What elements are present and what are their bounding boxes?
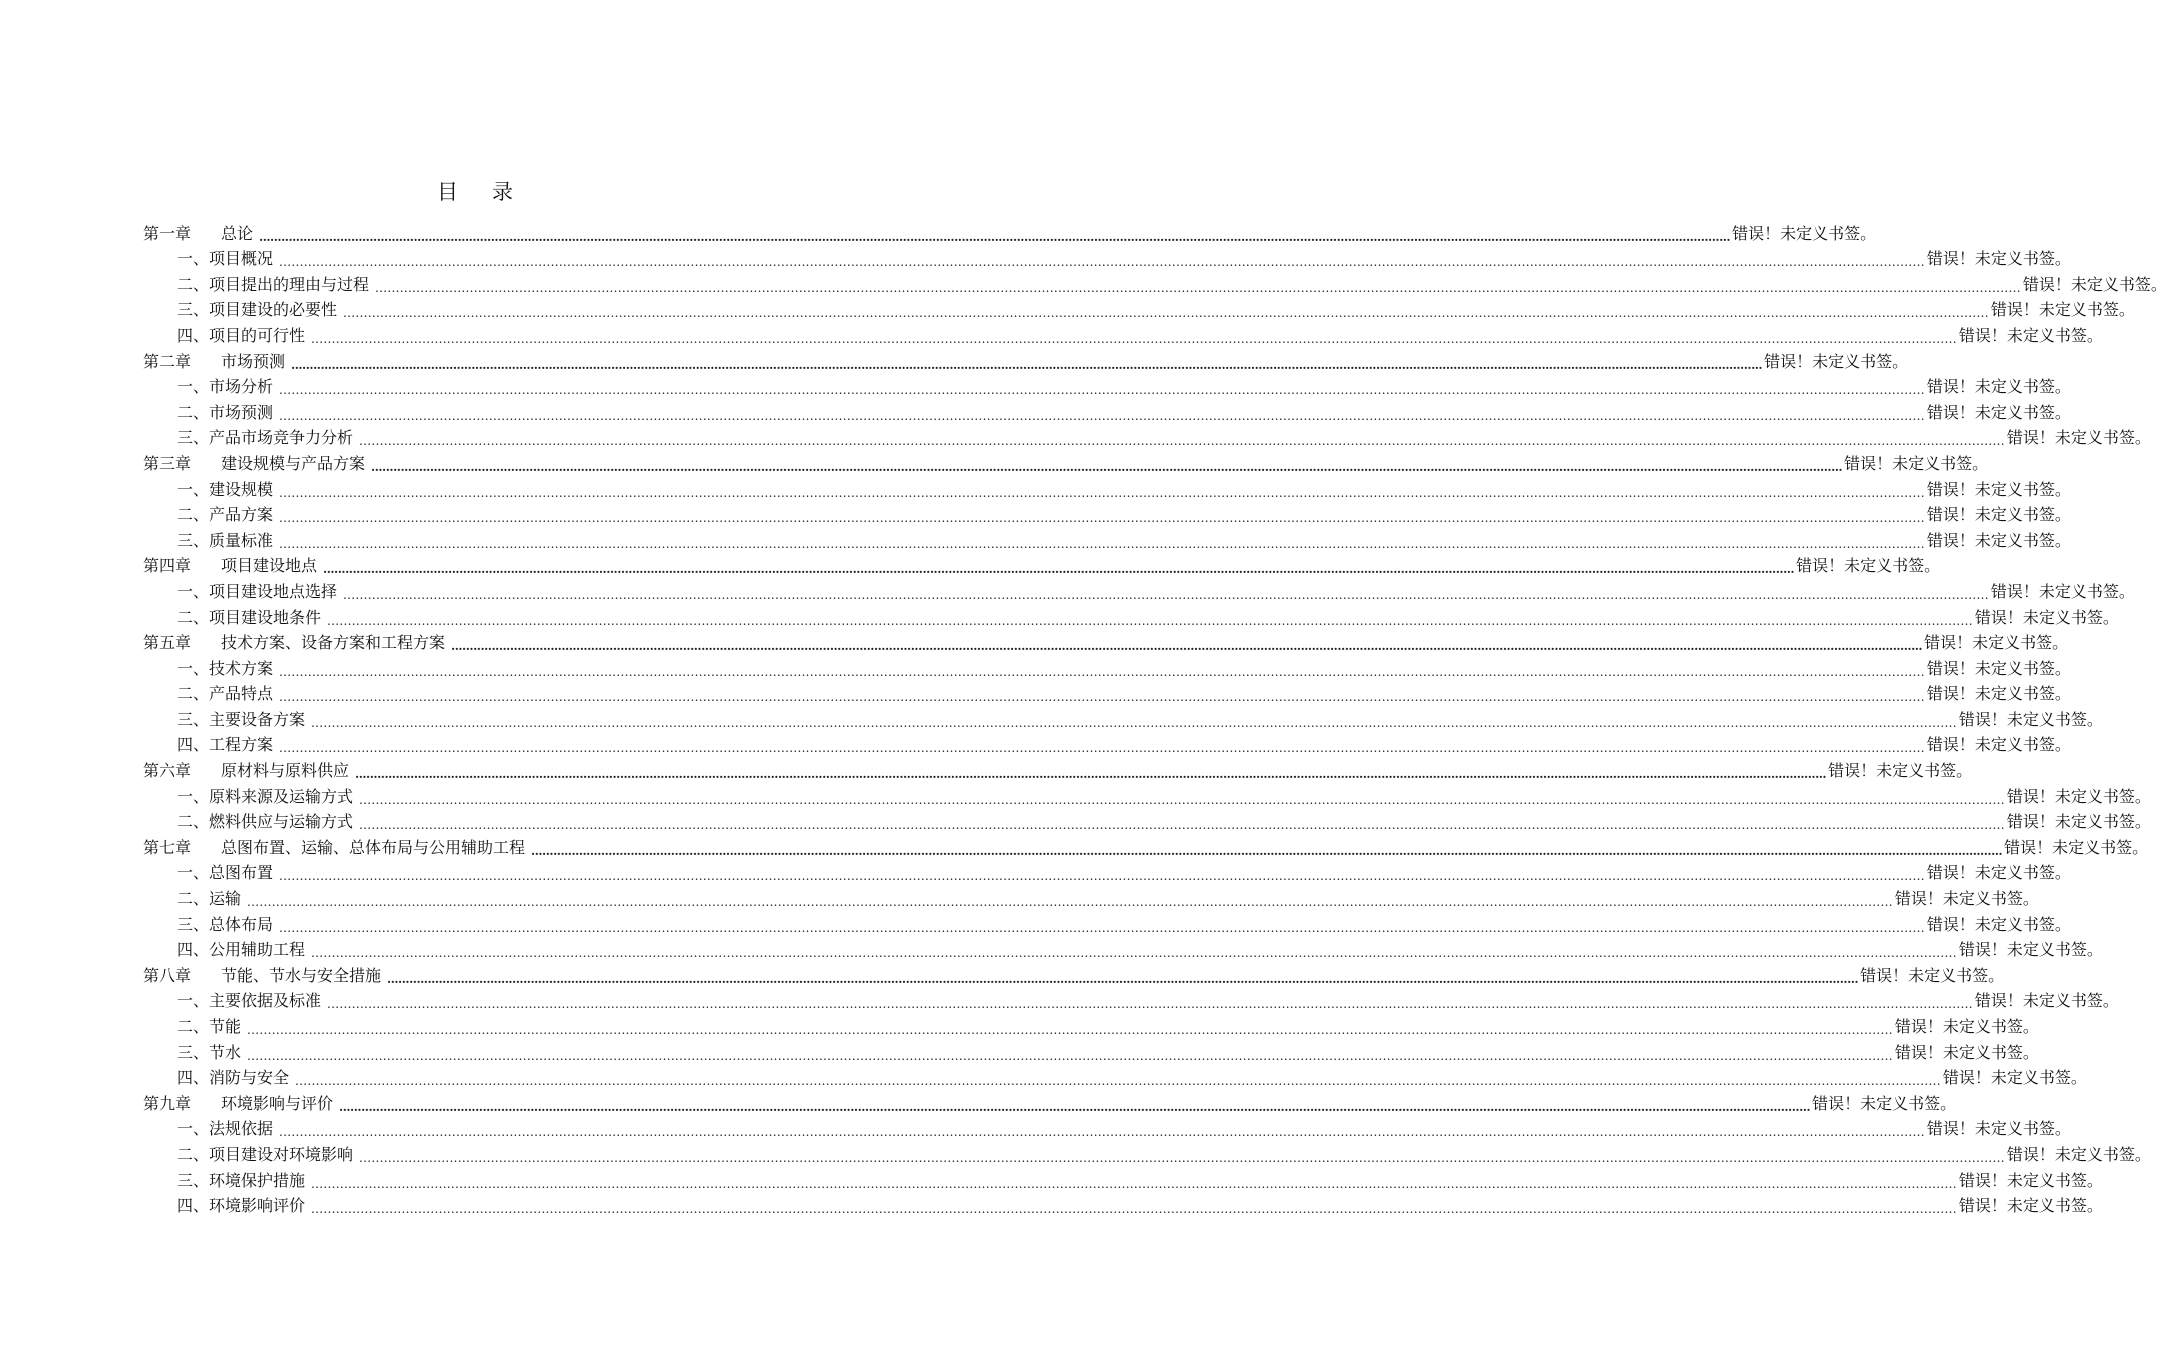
toc-dot-leader: ................................................................................................................................................................................................................................................................................................................................................................................................................ [279,511,1925,526]
toc-entry-label [177,991,321,1011]
toc-entry-number: 四、 [177,940,210,960]
toc-page-ref: 错误！未定义书签。 [1926,377,2071,397]
toc-entry-label [177,403,273,423]
toc-section-entry[interactable] [143,704,2103,730]
toc-entry-label [143,224,253,244]
toc-entry-number: 三、 [177,914,210,934]
toc-title [0,176,950,206]
toc-section-entry[interactable] [143,295,2135,321]
toc-entry-label [143,633,445,653]
toc-entry-label [177,300,337,320]
toc-entry-label [177,787,353,807]
toc-entry-number: 三、 [177,709,210,729]
toc-section-entry[interactable] [143,397,2071,423]
toc-dot-leader: ................................................................................................................................................................................................................................................................................................................................................................................................................ [259,229,1731,244]
toc-entry-label [143,454,365,474]
toc-chapter-entry[interactable] [143,448,1989,474]
toc-dot-leader: ................................................................................................................................................................................................................................................................................................................................................................................................................ [279,1125,1925,1140]
toc-dot-leader: ................................................................................................................................................................................................................................................................................................................................................................................................................ [279,383,1925,398]
toc-entry-text: 主要设备方案 [209,709,306,729]
toc-page-ref: 错误！未定义书签。 [1926,735,2071,755]
toc-entry-label [177,326,305,346]
toc-entry-number: 一、 [177,1119,210,1139]
toc-entry-label [177,812,353,832]
toc-entry-label [177,377,273,397]
toc-dot-leader: ................................................................................................................................................................................................................................................................................................................................................................................................................ [247,1023,1893,1037]
toc-page-ref: 错误！未定义书签。 [1894,1042,2039,1062]
toc-entry-number: 一、 [177,479,210,499]
toc-dot-leader: ................................................................................................................................................................................................................................................................................................................................................................................................................ [311,946,1957,961]
toc-dot-leader: ................................................................................................................................................................................................................................................................................................................................................................................................................ [247,1048,1893,1063]
toc-page-ref: 错误！未定义书签。 [2006,1144,2151,1164]
toc-entry-number: 二、 [177,812,210,832]
toc-dot-leader: ................................................................................................................................................................................................................................................................................................................................................................................................................ [327,613,1973,628]
toc-entry-text: 技术方案、设备方案和工程方案 [221,633,446,653]
toc-entry-number: 二、 [177,505,210,525]
toc-entry-text: 环境影响与评价 [221,1093,334,1113]
toc-entry-text: 原材料与原料供应 [221,761,350,781]
toc-entry-text: 节水 [209,1042,242,1062]
toc-section-entry[interactable] [143,474,2071,500]
toc-section-entry[interactable] [143,909,2071,935]
toc-section-entry[interactable] [143,372,2071,398]
toc-entry-label [177,1119,273,1139]
toc-entry-label [177,915,273,935]
toc-entry-number: 三、 [177,1170,210,1190]
toc-page-ref: 错误！未定义书签。 [1894,1017,2039,1036]
toc-page-ref: 错误！未定义书签。 [1860,965,2005,985]
toc-dot-leader: ................................................................................................................................................................................................................................................................................................................................................................................................................ [323,562,1795,577]
toc-entry-number: 一、 [177,377,210,397]
toc-entry-label [177,428,353,448]
toc-entry-text: 运输 [209,889,242,909]
toc-entry-number: 第二章 [143,351,192,371]
toc-dot-leader: ................................................................................................................................................................................................................................................................................................................................................................................................................ [355,767,1827,782]
toc-page-ref: 错误！未定义书签。 [2006,428,2151,448]
toc-dot-leader: ................................................................................................................................................................................................................................................................................................................................................................................................................ [279,869,1925,884]
toc-entry-label [177,863,273,883]
toc-dot-leader: ................................................................................................................................................................................................................................................................................................................................................................................................................ [359,1150,2005,1165]
toc-dot-leader: ................................................................................................................................................................................................................................................................................................................................................................................................................ [279,741,1925,756]
toc-entry-number: 二、 [177,1017,210,1036]
toc-entry-number: 第三章 [143,453,192,473]
toc-entry-text: 项目概况 [209,249,274,269]
toc-page-ref: 错误！未定义书签。 [1958,940,2103,960]
toc-section-entry[interactable] [143,1114,2071,1140]
toc-entry-label [143,761,349,781]
toc-entry-number: 二、 [177,1144,210,1164]
toc-page-ref: 错误！未定义书签。 [2022,274,2167,294]
toc-entry-label [143,966,381,986]
toc-entry-number: 二、 [177,274,210,294]
toc-chapter-entry[interactable] [143,218,1877,244]
toc-section-entry[interactable] [143,679,2071,705]
toc-page-ref: 错误！未定义书签。 [1958,709,2103,729]
toc-section-entry[interactable] [143,883,2039,910]
toc-entry-number: 第九章 [143,1093,192,1113]
toc-section-entry[interactable] [143,858,2071,884]
toc-entry-number: 第七章 [143,837,192,857]
toc-entry-label [177,531,273,551]
toc-page-ref: 错误！未定义书签。 [1796,556,1941,576]
toc-section-entry[interactable] [143,576,2135,602]
toc-entry-text: 工程方案 [209,735,274,755]
toc-entry-label [177,1196,305,1216]
toc-entry-label [143,838,525,858]
toc-entry-number: 一、 [177,658,210,678]
toc-entry-number: 四、 [177,735,210,755]
toc-entry-text: 节能 [209,1017,242,1036]
toc-chapter-entry[interactable] [143,551,1941,577]
toc-dot-leader: ................................................................................................................................................................................................................................................................................................................................................................................................................ [279,408,1925,423]
toc-dot-leader: ................................................................................................................................................................................................................................................................................................................................................................................................................ [531,843,2003,858]
toc-entry-text: 消防与安全 [209,1068,290,1088]
toc-entry-text: 公用辅助工程 [209,940,306,960]
toc-dot-leader: ................................................................................................................................................................................................................................................................................................................................................................................................................ [359,818,2005,833]
toc-section-entry[interactable] [143,320,2103,346]
toc-entry-label [177,1068,289,1088]
toc-entry-text: 项目建设地条件 [209,607,322,627]
toc-entry-text: 项目提出的理由与过程 [209,274,370,294]
toc-page-ref: 错误！未定义书签。 [2006,812,2151,832]
toc-entry-label [143,352,285,372]
toc-entry-text: 技术方案 [209,658,274,678]
toc-entry-text: 建设规模与产品方案 [221,453,366,473]
toc-entry-label [143,1094,333,1114]
toc-entry-text: 总图布置 [209,863,274,883]
toc-section-entry[interactable] [143,935,2103,961]
toc-entry-label [177,608,321,628]
toc-dot-leader: ................................................................................................................................................................................................................................................................................................................................................................................................................ [279,920,1925,935]
toc-section-entry[interactable] [143,1037,2039,1063]
toc-entry-text: 燃料供应与运输方式 [209,812,354,832]
toc-entry-number: 一、 [177,786,210,806]
toc-title-left: 目 [437,180,458,204]
toc-section-entry[interactable] [143,500,2071,526]
toc-dot-leader: ................................................................................................................................................................................................................................................................................................................................................................................................................ [311,331,1957,346]
toc-entry-number: 第六章 [143,761,192,781]
toc-entry-number: 三、 [177,428,210,448]
toc-entry-number: 三、 [177,1042,210,1062]
toc-entry-label [177,940,305,960]
toc-entry-number: 二、 [177,402,210,422]
toc-page-ref: 错误！未定义书签。 [2004,837,2149,857]
toc-entry-text: 产品方案 [209,505,274,525]
toc-section-entry[interactable] [143,781,2151,807]
toc-entry-text: 产品市场竞争力分析 [209,428,354,448]
toc-entry-number: 一、 [177,249,210,269]
toc-entry-number: 一、 [177,581,210,601]
toc-dot-leader: ................................................................................................................................................................................................................................................................................................................................................................................................................ [279,485,1925,500]
toc-entry-text: 主要依据及标准 [209,991,322,1011]
toc-section-entry[interactable] [143,986,2119,1012]
toc-entry-text: 市场预测 [209,402,274,422]
toc-section-entry[interactable] [143,269,2167,295]
toc-page-ref: 错误！未定义书签。 [1958,1170,2103,1190]
toc-dot-leader: ................................................................................................................................................................................................................................................................................................................................................................................................................ [291,357,1763,372]
toc-chapter-entry[interactable] [143,755,1973,782]
toc-entry-text: 总图布置、运输、总体布局与公用辅助工程 [221,837,526,857]
toc-dot-leader: ................................................................................................................................................................................................................................................................................................................................................................................................................ [279,690,1925,705]
toc-entry-number: 四、 [177,325,210,345]
toc-page-ref: 错误！未定义书签。 [1926,658,2071,678]
toc-entry-text: 法规依据 [209,1119,274,1139]
toc-dot-leader: ................................................................................................................................................................................................................................................................................................................................................................................................................ [279,255,1925,270]
toc-entry-text: 市场分析 [209,377,274,397]
toc-entry-text: 环境保护措施 [209,1170,306,1190]
toc-entry-label [177,480,273,500]
toc-page-ref: 错误！未定义书签。 [1974,607,2119,627]
toc-section-entry[interactable] [143,807,2151,833]
toc-dot-leader: ................................................................................................................................................................................................................................................................................................................................................................................................................ [247,895,1893,910]
toc-entry-label [177,1171,305,1191]
toc-entry-text: 总论 [221,223,254,243]
toc-section-entry[interactable] [143,1139,2151,1165]
toc-page-ref: 错误！未定义书签。 [1958,325,2103,345]
toc-chapter-entry[interactable] [143,1088,1957,1114]
toc-section-entry[interactable] [143,423,2151,449]
toc-dot-leader: ................................................................................................................................................................................................................................................................................................................................................................................................................ [279,536,1925,551]
toc-entry-text: 项目的可行性 [209,325,306,345]
toc-chapter-entry[interactable] [143,628,2069,654]
toc-page-ref: 错误！未定义书签。 [1812,1093,1957,1113]
toc-entry-text: 项目建设的必要性 [209,300,338,320]
toc-page-ref: 错误！未定义书签。 [1942,1068,2087,1088]
toc-title-right: 录 [492,180,513,204]
toc-entry-number: 第五章 [143,633,192,653]
toc-page-ref: 错误！未定义书签。 [1926,479,2071,499]
toc-entry-number: 四、 [177,1196,210,1216]
toc-section-entry[interactable] [143,730,2071,756]
toc-page-ref: 错误！未定义书签。 [1958,1196,2103,1216]
toc-entry-label [177,275,369,295]
toc-entry-text: 建设规模 [209,479,274,499]
toc-chapter-entry[interactable] [143,960,2005,986]
toc-entry-label [177,889,241,909]
toc-page-ref: 错误！未定义书签。 [2006,786,2151,806]
toc-entry-text: 原料来源及运输方式 [209,786,354,806]
toc-entry-text: 产品特点 [209,684,274,704]
toc-chapter-entry[interactable] [143,832,2149,858]
toc-dot-leader: ................................................................................................................................................................................................................................................................................................................................................................................................................ [343,306,1989,321]
toc-entry-label [177,505,273,525]
toc-entry-number: 四、 [177,1068,210,1088]
toc-page-ref: 错误！未定义书签。 [1924,633,2069,653]
toc-entry-number: 二、 [177,607,210,627]
toc-entry-text: 项目建设地点 [221,556,318,576]
toc-dot-leader: ................................................................................................................................................................................................................................................................................................................................................................................................................ [371,459,1843,474]
toc-page-ref: 错误！未定义书签。 [1990,300,2135,320]
toc-page-ref: 错误！未定义书签。 [1926,863,2071,883]
toc-dot-leader: ................................................................................................................................................................................................................................................................................................................................................................................................................ [279,664,1925,679]
toc-page-ref: 错误！未定义书签。 [1894,889,2039,909]
toc-entry-label [177,1145,353,1165]
toc-page-ref: 错误！未定义书签。 [1974,991,2119,1011]
toc-entry-text: 项目建设对环境影响 [209,1144,354,1164]
toc-page-ref: 错误！未定义书签。 [1926,914,2071,934]
toc-page-ref: 错误！未定义书签。 [1732,223,1877,243]
toc-section-entry[interactable] [143,1191,2103,1217]
toc-page-ref: 错误！未定义书签。 [1990,581,2135,601]
toc-entry-number: 第一章 [143,223,192,243]
toc-page-ref: 错误！未定义书签。 [1828,761,1973,781]
toc-entry-label [177,659,273,679]
toc-page-ref: 错误！未定义书签。 [1764,351,1909,371]
toc-section-entry[interactable] [143,1063,2087,1089]
toc-page-ref: 错误！未定义书签。 [1926,249,2071,269]
toc-dot-leader: ................................................................................................................................................................................................................................................................................................................................................................................................................ [387,971,1859,986]
toc-entry-label [143,556,317,576]
toc-dot-leader: ................................................................................................................................................................................................................................................................................................................................................................................................................ [359,434,2005,449]
toc-entry-number: 三、 [177,300,210,320]
toc-dot-leader: ................................................................................................................................................................................................................................................................................................................................................................................................................ [327,997,1973,1012]
toc-page-ref: 错误！未定义书签。 [1926,1119,2071,1139]
toc-section-entry[interactable] [143,244,2071,270]
toc-entry-label [177,1017,241,1037]
toc-section-entry[interactable] [143,1165,2103,1191]
toc-entry-label [177,710,305,730]
toc-dot-leader: ................................................................................................................................................................................................................................................................................................................................................................................................................ [339,1099,1811,1114]
toc-entry-number: 一、 [177,863,210,883]
toc-dot-leader: ................................................................................................................................................................................................................................................................................................................................................................................................................ [343,587,1989,602]
toc-entry-label [177,684,273,704]
toc-page-ref: 错误！未定义书签。 [1926,505,2071,525]
toc-entry-text: 质量标准 [209,530,274,550]
toc-entry-label [177,1043,241,1063]
toc-section-entry[interactable] [143,602,2119,628]
toc-page-ref: 错误！未定义书签。 [1926,684,2071,704]
toc-entry-text: 总体布局 [209,914,274,934]
toc-entry-number: 二、 [177,684,210,704]
toc-entry-number: 二、 [177,889,210,909]
toc-entry-text: 项目建设地点选择 [209,581,338,601]
toc-list [143,218,2167,1217]
toc-entry-text: 市场预测 [221,351,286,371]
toc-dot-leader: ................................................................................................................................................................................................................................................................................................................................................................................................................ [451,639,1923,654]
toc-dot-leader: ................................................................................................................................................................................................................................................................................................................................................................................................................ [311,1176,1957,1191]
toc-section-entry[interactable] [143,653,2071,679]
toc-section-entry[interactable] [143,1011,2039,1037]
toc-page-ref: 错误！未定义书签。 [1926,402,2071,422]
toc-dot-leader: ................................................................................................................................................................................................................................................................................................................................................................................................................ [359,792,2005,807]
toc-entry-number: 三、 [177,530,210,550]
toc-entry-text: 环境影响评价 [209,1196,306,1216]
toc-entry-text: 节能、节水与安全措施 [221,965,382,985]
toc-entry-number: 第八章 [143,965,192,985]
toc-dot-leader: ................................................................................................................................................................................................................................................................................................................................................................................................................ [311,1202,1957,1217]
toc-entry-label [177,249,273,269]
toc-section-entry[interactable] [143,525,2071,551]
toc-page-ref: 错误！未定义书签。 [1844,453,1989,473]
toc-chapter-entry[interactable] [143,346,1909,372]
toc-entry-label [177,735,273,755]
toc-dot-leader: ................................................................................................................................................................................................................................................................................................................................................................................................................ [375,280,2021,295]
toc-page-ref: 错误！未定义书签。 [1926,530,2071,550]
toc-dot-leader: ................................................................................................................................................................................................................................................................................................................................................................................................................ [311,715,1957,730]
toc-entry-label [177,582,337,602]
toc-dot-leader: ................................................................................................................................................................................................................................................................................................................................................................................................................ [295,1074,1941,1089]
toc-entry-number: 第四章 [143,556,192,576]
toc-entry-number: 一、 [177,991,210,1011]
